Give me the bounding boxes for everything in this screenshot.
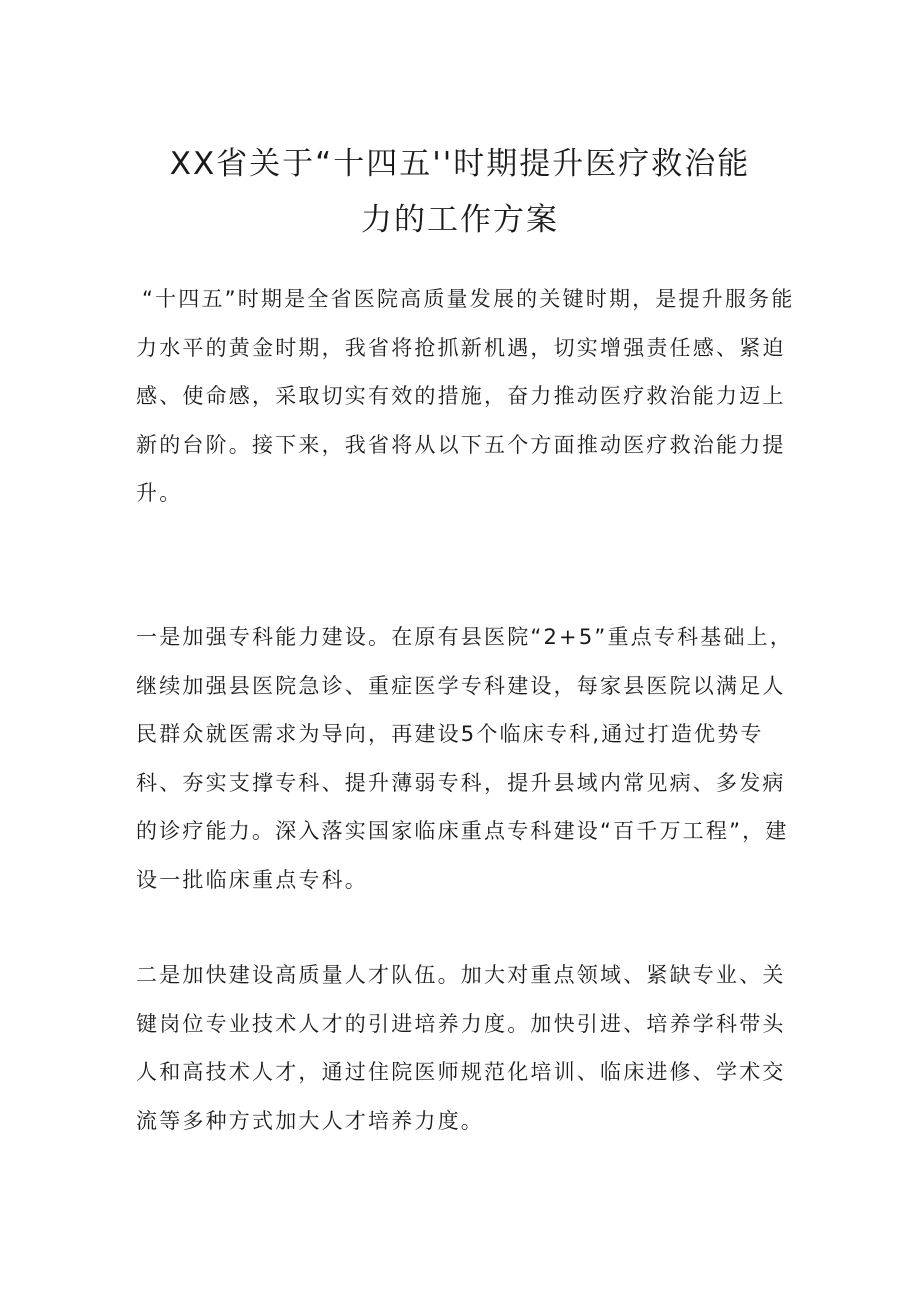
- intro-paragraph: “十四五”时期是全省医院高质量发展的关键时期，是提升服务能力水平的黄金时期，我省将抢抓新机遇，切实增强责任感、紧迫感、使命感，采取切实有效的措施，奋力推动医疗救治能力迈上新的台阶。接下来，我省将从以下五个方面推动医疗救治能力提升。: [136, 287, 795, 505]
- document-title-line-2: 力的工作方案: [361, 202, 559, 238]
- point-one-paragraph: 一是加强专科能力建设。在原有县医院“2+5”重点专科基础上，继续加强县医院急诊、重症医学专科建设，每家县医院以满足人民群众就医需求为导向，再建设5个临床专科,通过打造优势专科、夯实支撑专科、提升薄弱专科，提升县域内常见病、多发病的诊疗能力。深入落实国家临床重点专科建设“百千万工程”，建设一批临床重点专科。: [136, 625, 794, 892]
- document-title-line-1: XX省关于“十四五''时期提升医疗救治能: [169, 146, 751, 182]
- point-two-paragraph: 二是加快建设高质量人才队伍。加大对重点领域、紧缺专业、关键岗位专业技术人才的引进培养力度。加快引进、培养学科带头人和高技术人才，通过住院医师规范化培训、临床进修、学术交流等多种方式加大人才培养力度。: [136, 963, 786, 1133]
